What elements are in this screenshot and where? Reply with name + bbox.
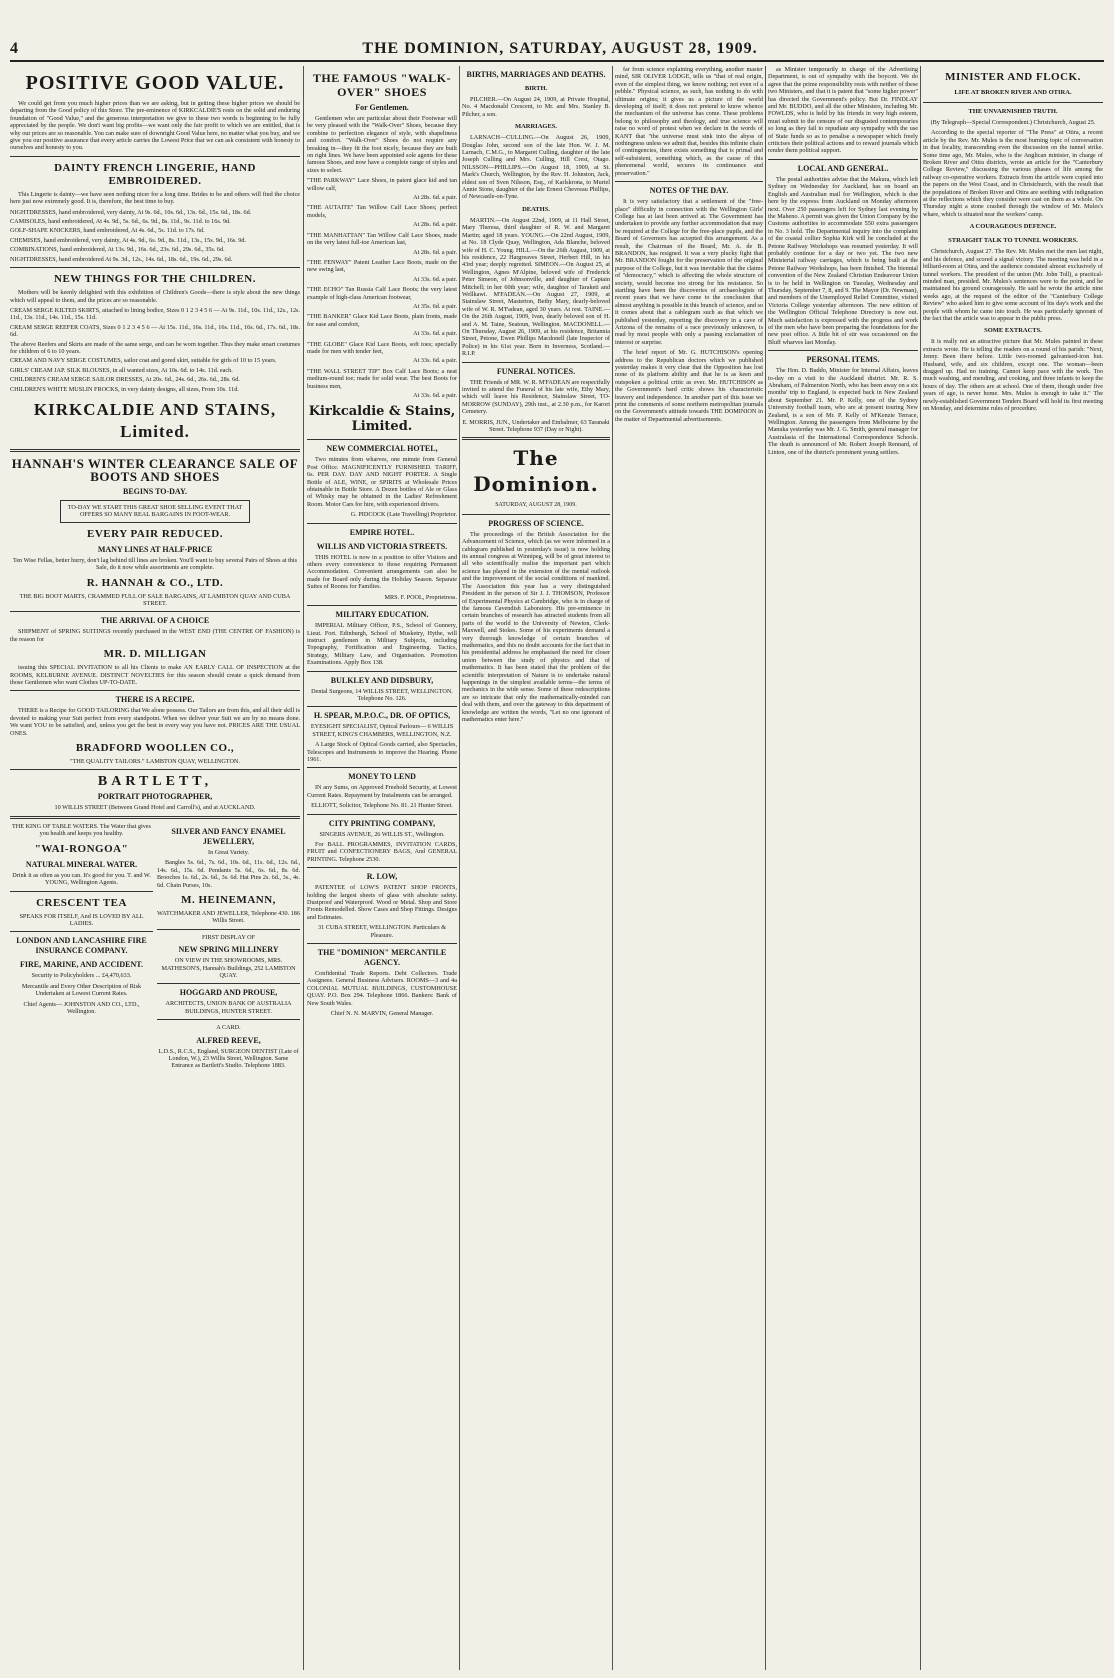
lingerie-body: This Lingerie is dainty—we have seen nothing nicer for a long time. Brides to be and others will find the choice here just now extremely good. It is, therefore, the best time to buy.	[10, 190, 300, 206]
hoggard-name: HOGGARD AND PROUSE,	[179, 988, 278, 998]
agency-heading: THE "DOMINION" MERCANTILE AGENCY.	[317, 948, 447, 968]
printing-sub: SINGERS AVENUE, 26 WILLIS ST., Wellington.	[319, 830, 445, 838]
positive-value-heading: POSITIVE GOOD VALUE.	[25, 72, 285, 94]
london-sub: FIRE, MARINE, AND ACCIDENT.	[20, 960, 143, 970]
deaths-notice: MARTIN.—On August 22nd, 1909, at 11 Hall Street, Mary Theresa, third daughter of R. W. and Margaret Martin; aged 18 years. YOUNG.—On 22nd August, 1909, at No. 18 Clyde Quay, Wellington, Ada Blanche, beloved wife of H. C. Young. HILL.—On the 26th August, 1909, at his residence, 22 Hargreaves Street, Herbert Hill, in his 43rd year; deeply regretted. SIMEON.—On August 25, at Wellington, Agnes M'Alpine, beloved wife of Frederick Peter Simeon, of Johnsonville, and daughter of Captain Mitchell; in her 60th year; wife, daughter of Taraketi and Wellkawi. M'FADEAN.—On August 27, 1909, at Stainslaw Street, Masterton, Bethy Mary, dearly-beloved wife of W. R. M'Fadean, aged 30 years. At rest. TAINE.—On the 26th August, 1909, Ivan, dearly beloved son of H. and A. M. Taine, Seatoun, Wellington. MACDONELL.—On Thursday, August 26, 1909, at his residence, Britannia Street, Petone, Ewen Phillips Macdonell (late Inspector of Police) in his 61st year. Born in Inverness, Scotland.—R.I.P.	[462, 216, 610, 358]
crescent-sub: SPEAKS FOR ITSELF, And IS LOVED BY ALL LADIES.	[19, 912, 144, 927]
silver-sub: In Great Variety.	[208, 848, 249, 856]
hannah-address: THE BIG BOOT MARTS, CRAMMED FULL OF SALE BARGAINS, AT LAMBTON QUAY AND CUBA STREET.	[19, 592, 291, 607]
hannah-company: R. HANNAH & CO., LTD.	[86, 576, 224, 589]
agency-body: Confidential Trade Reports. Debt Collectors. Trade Assignees. General Business Advisers. ROOMS—3 and 4a COLONIAL MUTUAL BUILDINGS, CUSTOMHOUSE QUAY. P.O. Box 294. Telephone 1866. Bankers: Bank of New South Wales.	[307, 970, 457, 1007]
reeve-name: ALFRED REEVE,	[196, 1035, 261, 1045]
children-item: CREAM SERGE REEFER COATS, Sizes 0 1 2 3 4 5 6 — At 15s. 11d., 16s. 11d., 16s. 11d., 16s. 6d., 17s. 6d., 18s. 6d.	[10, 323, 300, 339]
truth-heading: THE UNVARNISHED TRUTH.	[968, 108, 1058, 115]
children-item: CREAM SERGE KILTED SKIRTS, attached to lining bodice, Sizes 0 1 2 3 4 5 6 — At 9s. 11d., 10s. 11d., 12s., 12s. 11d., 13s. 11d., 14s. 11d., 15s. 11d.	[10, 306, 300, 322]
column-rule	[459, 66, 460, 1670]
money-sign: ELLIOTT, Solicitor, Telephone No. 81. 21 Hunter Street.	[311, 802, 453, 810]
crescent-title: CRESCENT TEA	[36, 896, 127, 909]
hotel-sign: G. PIDCOCK (Late Travelling) Proprietor.	[350, 511, 457, 519]
lingerie-item: CHEMISES, hand embroidered, very dainty, At 4s. 9d., 6s. 9d., 8s. 11d., 13s., 15s. 9d., 16s. 9d.	[10, 236, 247, 244]
column-4	[615, 66, 763, 1670]
children-item: CHILDREN'S WHITE MUSLIN FROCKS, in very dainty designs, all sizes, From 10s. 11d.	[10, 385, 239, 393]
shoe-name: "THE AUTAITE" Tan Willow Calf Lace Shoes; perfect models,	[307, 204, 457, 219]
children-item: CHILDREN'S CREAM SERGE SAILOR DRESSES, At 20s. 6d., 24s. 6d., 26s. 6d., 28s. 6d.	[10, 376, 240, 384]
column-rule	[920, 66, 921, 1670]
notes-heading: NOTES OF THE DAY.	[649, 186, 729, 196]
marriages-notice: LARNACH—CULLING.—On August 26, 1909, Douglas John, second son of the late Hon. W. J. M. Larnach, C.M.G., to Margaret Culling, daughter of the late Joseph Culling and Mrs. Culling, Hill Crest, Otago. NILSSON—PHILLIPS.—On August 18, 1909, at St. Mark's Church, Wellington, by the Rev. H. Johnston, Jack, eldest son of Sven Nilsson, Esq., of Karlskrona, to Muriel Annie Stone, daughter of the late Ernest Chevreau Phillips, of Newcastle-on-Tyne.	[462, 134, 610, 201]
shoe-name: "THE WALL STREET TIP" Box Calf Lace Boots; a neat medium-round toe; made for solid wear. The best Boots for business men,	[307, 367, 457, 390]
positive-value-body: We could get from you much higher prices than we are asking, but in getting these higher prices we should be departing from the Good policy of this Store. The pre-eminence of KIRKCALDIE'S rests on the solid and enduring foundation of "Good Value," and the generous interpretation we give to these two words is beginning to be fully appreciated by the people. We don't want big profits—we want only the fair profit to which we are entitled, that is why our prices are so reasonable. You can make sure of downright Good Value here, no matter what you buy, and we give you our positive assurance that every article carries the Lowest Price that we can ask consistent with honesty to ourselves and honesty to you.	[10, 100, 300, 152]
shoe-name: "THE FENWAY" Patent Leather Lace Boots, made on the new swing last,	[307, 258, 457, 274]
birth-heading: BIRTH.	[524, 85, 548, 92]
jewellery-ad	[157, 823, 300, 1073]
children-item: CREAM AND NAVY SERGE COSTUMES, sailor coat and gored skirt, suitable for girls of 10 to 15 years.	[10, 357, 277, 365]
recipe-heading: THERE IS A RECIPE.	[115, 695, 195, 705]
personal-body: The Hon. D. Buddo, Minister for Internal Affairs, leaves to-day on a visit to the Auckland district. Mr. R. S. Abraham, of Palmerston North, who has been away on a six months' trip to England, is expected back in New Zealand about September 21. Mr. P. Kelly, one of the Sydney University football team, who are at present touring New Zealand, is a son of Mr. P. Kelly of M'Kenzie Terrace, Wellington. Among the passengers from Melbourne by the Manuka yesterday was Mr. J. G. Smith, general manager for Australasia of the International Correspondence Schools. The death is announced of Mr. Robert Joseph Rennard, of Linton, one of the district's prominent young settlers.	[768, 367, 918, 456]
children-body: Mothers will be keenly delighted with this exhibition of Children's Goods—there is style about the new things which will appeal to them, and the prices are so reasonable.	[10, 289, 300, 304]
patent-address: 31 CUBA STREET, WELLINGTON. Particulars & Pleasure.	[317, 924, 447, 939]
hannah-box: TO-DAY WE START THIS GREAT SHOE SELLING EVENT THAT OFFERS SO MANY REAL BARGAINS IN FOOT-WEAR.	[60, 500, 250, 523]
column-rule	[612, 66, 613, 1670]
kirkcaldie-banner: KIRKCALDIE AND STAINS, Limited.	[33, 399, 277, 441]
article-continued: far from science explaining everything, another master mind, SIR OLIVER LODGE, tells us "that of real origin, even of the simplest thing, we know nothing; not even of a pebble." Physical science, as such, has nothing to do with ultimate origins; it gives us a picture of the world developing of itself; it does not pretend to know whence the mechanism of the universe has come. These problems belong to philosophy and theology, and true science will raise no word of protest when we declare in the words of KANT that "the universe must sink into the abyss of nothingness unless we admit that, besides this infinite chain of contingencies, there exists something that is primal and self-subsistent, something which, as the cause of this phenomenal world, secures its continuance and preservation."	[615, 66, 763, 177]
column-rule	[765, 66, 766, 1670]
optician-sub: EYESIGHT SPECIALIST, Optical Parlours— 6 WILLIS STREET, KING'S CHAMBERS, WELLINGTON, N.Z.	[310, 723, 454, 738]
defence-heading: A COURAGEOUS DEFENCE.	[969, 223, 1057, 231]
hannah-half-price: MANY LINES AT HALF-PRICE	[97, 544, 213, 554]
masthead	[10, 40, 1104, 62]
children-heading: NEW THINGS FOR THE CHILDREN.	[54, 273, 256, 286]
dentist-heading: BULKLEY AND DIDSBURY,	[330, 675, 434, 685]
waironga-foot: Drink it as often as you can. It's good for you. T. and W. YOUNG, Wellington Agents.	[12, 871, 151, 887]
shoe-price: At 35s. 6d. a pair.	[413, 302, 457, 310]
extracts-body: It is really not an attractive picture that Mr. Mules painted in these extracts wrote. He is telling the readers on a round of his parish: "Next, Jenny. Been there before. Little two-roomed galvanised-iron hut. Husband, wife, and six children, except one. The woman—been dragged up. Had no training. Cannot keep pace with the work. Too much washing, and mending, and cooking, and three infants to keep the hours of day. The others are at school. One of them, though under five years of age, is never home. Mrs. Mules is enough to take it." The newly-established Government Tenders Board will hold its first meeting on Monday, and determine rules of procedure.	[923, 338, 1103, 412]
funeral-body: THE Friends of MR. W. R. M'FADEAN are respectfully invited to attend the Funeral of his late wife, Ethy Mary, which will leave his Residence, Stainslaw Street, TO-MORROW (SUNDAY), 29th inst., at 2.30 p.m., for Karori Cemetery.	[462, 378, 610, 416]
silver-items: Bangles 5s. 6d., 7s. 6d., 10s. 6d., 11s. 6d., 12s. 6d., 14s. 6d., 15s. 6d. Pendants 5s. 6d., 6s. 6d., 8s. 6d. Brooches 1s. 6d., 2s. 6d., 3s. 6d. Hat Pins 2s. 6d., 3s., 4s. 6d. Chain Purses, 10s.	[157, 859, 300, 889]
famous-body: Gentlemen who are particular about their Footwear will be very pleased with the "Walk-Over" Shoes, because they combine to perfection elegance of style, with shapeliness and comfort. "Walk-Over" Shoes do not require any breaking in—they fit the foot nicely, because they are built on right lines. We have been appointed sole agents for these famous Shoes, and now have a complete range of styles and sizes to select.	[307, 115, 457, 174]
shoe-name: "THE PARKWAY" Lace Shoes, in patent glace kid and tan willow calf,	[307, 177, 457, 192]
spring-body: ON VIEW IN THE SHOWROOMS, MRS. MATHESON'S, Hannah's Buildings, 252 LAMBTON QUAY.	[161, 957, 296, 979]
children-item: GIRLS' CREAM JAP. SILK BLOUSES, in all wanted sizes, At 10s. 6d. to 14s. 11d. each.	[10, 366, 233, 374]
birth-notice: PILCHER.—On August 24, 1909, at Private Hospital, No. 4 Macdonald Crescent, to Mr. and Mrs. Stanley B. Pilcher, a son.	[462, 96, 610, 118]
extracts-heading: SOME EXTRACTS.	[984, 327, 1042, 335]
bartlett-sub: PORTRAIT PHOTOGRAPHER,	[97, 792, 213, 802]
defence-sub: STRAIGHT TALK TO TUNNEL WORKERS.	[948, 237, 1078, 245]
hannah-every-pair: EVERY PAIR REDUCED.	[87, 527, 223, 540]
funeral-heading: FUNERAL NOTICES.	[496, 366, 576, 376]
column-6	[923, 66, 1103, 1670]
progress-body: The proceedings of the British Association for the Advancement of Science, which (as we were informed in a cablegram published in yesterday's issue) is now holding its annual congress at Winnipeg, will be of great interest to all who scientifically realise the important part which science has played in the extension of the mental outlook and the improvement of the social conditions of mankind. The Association this year has a very distinguished President in the person of Sir J. J. THOMSON, Professor of Experimental Physics at Cambridge, who is in charge of the famous Cavendish Laboratory. His pre-eminence in certain branches of research has attracted students from all parts of the world to the University of Newton, Clerk-Maxwell, and Stokes. Some of his experiments demand a very thorough knowledge of certain branches of mathematics, and this no doubt accounts for the fact that in his presidential address he emphasised the need for closer union between the study of physics and that of mathematics. It has been stated that the problem of the scientific interpretation of Nature is to undertake natural happenings in the simplest available terms—the terms of mechanics in the wide sense. Some of these redescriptions are so intricate that only the mathematically-minded can deal with them, and over the gateway to this department of knowledge are written the words, "Let no one ignorant of mathematics enter here."	[462, 530, 610, 723]
bartlett-name: BARTLETT,	[97, 774, 213, 790]
page-number: 4	[10, 40, 18, 57]
printing-heading: CITY PRINTING COMPANY,	[328, 818, 436, 828]
reeve-sub: L.D.S., R.C.S., England, SURGEON DENTIST (Late of London, W.), 23 Willis Street, Wellington. Same Entrance as Bartlett's Studio. Telephone 1883.	[158, 1047, 299, 1070]
waironga-pre: THE KING OF TABLE WATERS. The Water that gives you health and keeps you healthy.	[12, 822, 151, 838]
lingerie-item: NIGHTDRESSES, hand embroidered At 9s. 3d., 12s., 14s. 6d., 18s. 6d., 19s. 6d., 29s. 6d.	[10, 255, 233, 263]
waironga-sub: NATURAL MINERAL WATER.	[25, 859, 138, 869]
column-rule	[303, 66, 304, 1670]
silver-title: SILVER AND FANCY ENAMEL JEWELLERY,	[171, 826, 286, 846]
willis-body: THIS HOTEL is now in a position to offer Visitors and others every convenience to those requiring Permanent Accommodation. Convenient arrangements can also be made for Board only during the Holiday Season. Separate Suites of Rooms for Families.	[307, 553, 457, 591]
patent-heading: R. LOW,	[366, 872, 398, 882]
waironga-title: "WAI-RONGOA"	[34, 842, 129, 855]
lingerie-item: COMBINATIONS, hand embroidered, At 13s. 9d., 16s. 6d., 23s. 6d., 29s. 6d., 35s. 6d.	[10, 246, 225, 254]
lingerie-item: GOLF-SHAPE KNICKERS, hand embroidered, At 4s. 6d., 5s. 11d. to 17s. 6d.	[10, 227, 205, 235]
newspaper-nameplate: The Dominion.	[473, 446, 599, 497]
shoe-price: At 33s. 6d. a pair.	[413, 275, 457, 283]
shoe-name: "THE MANHATTAN" Tan Willow Calf Lace Shoes, made on the very latest full-toe American last,	[307, 231, 457, 247]
funeral-sign: E. MORRIS, JUN., Undertaker and Embalmer, 63 Taranaki Street. Telephone 937 (Day or Night).	[462, 418, 610, 434]
london-body: Mercantile and Every Other Description of Risk Undertaken at Lowest Current Rates.	[21, 982, 142, 998]
lingerie-item: NIGHTDRESSES, hand embroidered, very dainty, At 9s. 6d., 10s. 6d., 13s. 6d., 15s. 6d., 18s. 6d.	[10, 208, 252, 216]
shoe-price: At 28s. 6d. a pair.	[413, 221, 457, 229]
column-5	[768, 66, 918, 1670]
truth-dateline: (By Telegraph—Special Correspondent.) Christchurch, August 25.	[930, 119, 1096, 126]
shoe-price: At 33s. 6d. a pair.	[413, 330, 457, 338]
minister-heading: MINISTER AND FLOCK.	[945, 71, 1081, 83]
notes-body-2: The brief report of Mr. G. HUTCHISON's opening address to the Republican doctors which we published yesterday makes it very clear that the Opposition has lost none of its platform ability and that he is as keen and outspoken a political critic as ever. Mr. HUTCHISON as the Government's hard critic shows his characteristic bravery and independence. In another part of this issue we print the comments of some northern metropolitan journals on the Government's attitude towards THE DOMINION in the matter of Departmental advertisements.	[615, 349, 763, 423]
masthead-title: THE DOMINION, SATURDAY, AUGUST 28, 1909.	[362, 40, 758, 57]
empire-heading: EMPIRE HOTEL.	[349, 527, 415, 537]
optician-body: A Large Stock of Optical Goods carried, also Spectacles, Telescopes and Instruments to improve the Hearing. Phone 1961.	[307, 741, 457, 763]
bmd-heading: BIRTHS, MARRIAGES AND DEATHS.	[466, 70, 606, 79]
bartlett-address: 10 WILLIS STREET (Between Grand Hotel and Carroll's), and at AUCKLAND.	[54, 804, 256, 812]
bradford-name: BRADFORD WOOLLEN CO.,	[75, 742, 235, 755]
article-continued: as Minister temporarily in charge of the Advertising Department, is out of sympathy with the boycott. We do agree that the prime responsibility rests with neither of these two Ministers, and that it is patent that "some higher power" has directed the Government's policy. But Dr. FINDLAY and Mr. BUDDO, and all the other Ministers, including Mr. FOWLDS, who is held by his friends in very high esteem, must submit to the censure of our disgusted contemporaries so long as they fail to repudiate any sympathy with the use of State funds so as to penalise a newspaper which freely criticises their political actions and to reward journals which render them political support.	[768, 66, 918, 155]
arrival-heading: THE ARRIVAL OF A CHOICE	[100, 616, 210, 626]
shoe-price: At 28s. 6d. a pair.	[413, 194, 457, 202]
dateline: SATURDAY, AUGUST 28, 1909.	[495, 502, 577, 509]
minister-sub: LIFE AT BROKEN RIVER AND OTIRA.	[954, 89, 1072, 96]
lingerie-item: CAMISOLES, hand embroidered, At 4s. 9d., 5s. 6d., 6s. 9d., 8s. 11d., 9s. 11d. to 16s. 9d.	[10, 218, 231, 226]
shoe-price: At 33s. 6d. a pair.	[413, 357, 457, 365]
shoe-name: "THE BANKER" Glace Kid Lace Boots, plain fronts, made for ease and comfort,	[307, 313, 457, 328]
optician-heading: H. SPEAR, M.P.O.C., DR. OF OPTICS,	[313, 711, 451, 721]
spring-first: FIRST DISPLAY OF	[201, 933, 256, 941]
deaths-heading: DEATHS.	[522, 205, 550, 213]
shoe-name: "THE ECHO" Tan Russia Calf Lace Boots; the very latest example of high-class American footwear,	[307, 286, 457, 301]
famous-heading: THE FAMOUS "WALK-OVER" SHOES	[312, 71, 452, 99]
money-heading: MONEY TO LEND	[348, 772, 416, 782]
printing-body: For BALL PROGRAMMES, INVITATION CARDS, FRUIT and CONFECTIONERY BAGS, And GENERAL PRINTING. Telephone 2530.	[307, 841, 457, 863]
shoe-name: "THE GLOBE" Glace Kid Lace Boots, soft toes; specially made for men with tender feet,	[307, 340, 457, 355]
column-2	[307, 66, 457, 1670]
defence-body: Christchurch, August 27. The Rev. Mr. Mules met the men last night, and his defence, and scored a signal victory. The meeting was held in a billiard-room at Otira, and the audience consisted almost exclusively of tunnel workers. The president of the union (Mr. John Toll), a practical-minded man, presided. Mr. Mules's sentences were to the point, and he maintained his ground courageously. He said he wrote the article nine weeks ago, at the request of the editor of the "Canterbury College Review" who asked him to give some account of his day's work and the people with whom he came into touch. He was particularly ignorant of the fact that the article was to appear in the public press.	[923, 248, 1103, 322]
military-heading: MILITARY EDUCATION.	[335, 610, 429, 620]
spring-new: NEW SPRING MILLINERY	[178, 945, 279, 955]
column-1	[10, 66, 300, 1670]
local-heading: LOCAL AND GENERAL.	[797, 163, 889, 173]
milligan-body: issuing this SPECIAL INVITATION to all his Clients to make AN EARLY CALL OF INSPECTION at the ROOMS, KELBURNE AVENUE. DISTINCT NOVELTIES for this season should create a quick demand from those Gentlemen who want Clothes UP-TO-DATE.	[10, 664, 300, 687]
local-body: The postal authorities advise that the Makura, which left Sydney on Wednesday for Auckland, has on board an English and Australian mail for Wellington, which is due here by the express from Auckland on Monday afternoon next. Over 250 passengers left for Sydney last evening by the Maheno. A permit was given the Union Company by the Customs authorities to accommodate 550 extra passengers in No. 3 hold. The Departmental inquiry into the complaint of the coastal collier Sophia Kirk will be concluded at the Petone Railway Workshops was resumed yesterday. It will probably continue for a day or two yet. The two new Ministerial railway carriages, which is being built at the Petone Railway Workshops, has been finished. The biennial convention of the New Zealand Christian Endeavour Union is to be held in Wellington on Tuesday, Wednesday and Thursday, September 7, 8, and 9. The Mayor (Dr. Newman), and members of the Unemployed Relief Committee, visited Victoria College yesterday afternoon. The new edition of the Wellington Official Telephone Directory is now out. Much satisfaction is expressed with the progress and work of the men who have been preparing the foundations for the new post office. A little bit of stir was occasioned on the Bluff wharves last Monday.	[768, 175, 918, 346]
kirkcaldie-signature: Kirkcaldie & Stains, Limited.	[308, 404, 456, 435]
money-body: IN any Sums, on Approved Freehold Security, at Lowest Current Rates. Repayment by Instalments can be arranged.	[307, 784, 457, 799]
london-security: Security to Policyholders ... £4,470,633.	[31, 972, 132, 980]
heinemann-name: M. HEINEMANN,	[181, 893, 276, 906]
shoe-price: At 33s. 6d. a pair.	[413, 392, 457, 399]
personal-heading: PERSONAL ITEMS.	[806, 355, 880, 365]
hannah-heading: HANNAH'S WINTER CLEARANCE SALE OF BOOTS AND SHOES	[11, 455, 299, 484]
military-body: IMPERIAL Military Officer, P.S., School of Gunnery, Lieut. Fort. Edinburgh, School of Musketry, Hythe, will instruct gentlemen in Military Subjects, including Topography, Fortification and Engineering. Tactics, Strategy, Military Law, and Organisation. Promotion Examinations. Apply Box 138.	[307, 622, 457, 667]
agency-sign: Chief N. N. MARVIN, General Manager.	[330, 1010, 434, 1018]
notes-body: It is very satisfactory that a settlement of the "free-place" difficulty in connection with the Wellington Girls' College has at last been arrived at. The Government has undertaken to provide any further accommodation that may be required at the College for the free-place pupils, and the Board of Governors has accepted this arrangement. As a result, the Chairman of the Board, Mr. A. de B. BRANDON, has resigned. It was a very plucky fight that Mr. BRANDON fought for the preservation of the original purpose of the College, but it was inevitable that the claims of "democracy," which is affecting the whole structure of society, would become too strong for his resistance. So startling have been the discoveries of archaeologists of recent years that we have come to the conclusion that almost anything is possible in this branch of science, and so it comes about that a cablegram such as that which we published yesterday, reporting the discovery in a cave of Arizona of the remains of a race previously unknown, is read by most people with only a passing exclamation of interest or surprise.	[615, 198, 763, 346]
hotel-heading: NEW COMMERCIAL HOTEL,	[326, 444, 438, 454]
progress-heading: PROGRESS OF SCIENCE.	[488, 518, 584, 528]
london-agent: Chief Agents— JOHNSTON AND CO., LTD., Wellington.	[23, 1000, 140, 1015]
shoe-price: At 28s. 6d. a pair.	[413, 248, 457, 256]
arrival-body: SHIPMENT of SPRING SUITINGS recently purchased in the WEST END (THE CENTRE OF FASHION) is the reason for	[10, 628, 300, 643]
willis-heading: WILLIS AND VICTORIA STREETS.	[316, 541, 448, 551]
patent-body: PATENTEE of LOW'S PATENT SHOP FRONTS, holding the largest sheets of glass with absolute safety. Dustproof and Waterproof. Wood or Metal. Shop and Store Fronts Remodelled. Show Cases and Shop Fittings. Designs and Estimates.	[307, 884, 457, 921]
london-title: LONDON AND LANCASHIRE FIRE INSURANCE COMPANY.	[16, 936, 147, 956]
famous-sub: For Gentlemen.	[355, 103, 409, 112]
waironga-ad	[10, 823, 153, 1073]
marriages-heading: MARRIAGES.	[514, 123, 558, 131]
lingerie-heading: DAINTY FRENCH LINGERIE, HAND EMBROIDERED.	[54, 161, 256, 187]
milligan-name: MR. D. MILLIGAN	[103, 648, 207, 661]
dentist-sub: Dental Surgeons, 14 WILLIS STREET, WELLINGTON. Telephone No. 126.	[311, 687, 453, 702]
hannah-begins: BEGINS TO-DAY.	[122, 486, 188, 496]
recipe-body: THERE is a Recipe for GOOD TAILORING that We alone possess. Our Tailors are from this, and all their skill is devoted to making your Suit perfect from every standpoint. When we deliver your Suit we are by no means done. We want YOU to be satisfied, and, unless you get the best in every way you have not. PRICES ARE THE USUAL ONES.	[10, 707, 300, 737]
hotel-body: Two minutes from wharves, one minute from General Post Office. MAGNIFICENTLY FURNISHED. TARIFF, 6s. PER DAY. DAY AND NIGHT PORTER. A Single Bottle of ALE, WINE, or SPIRITS at Wholesale Prices obtainable in Bottle Store. A Dozen bottles of Ale or Glass of Whisky may be obtained in the Ladies' Refreshment Room. Motor Cars for hire, with experienced drivers.	[307, 456, 457, 508]
reeve-card: A CARD.	[216, 1024, 241, 1032]
willis-sign: MRS. F. POOL, Proprietress.	[384, 593, 457, 601]
hoggard-sub: ARCHITECTS, UNION BANK OF AUSTRALIA BUILDINGS, HUNTER STREET.	[165, 1000, 292, 1015]
truth-body: According to the special reporter of "The Press" at Otira, a recent article by the Rev. Mr. Mules is the most burning topic of conversation in that locality, transcending even the discussion on the tunnel strike. Some time ago, Mr. Mules, who is the Anglican minister, in charge of Broken River and Otira districts, wrote an article for the "Canterbury College Review," discussing the various phases of life among the railway co-operative workers. Extracts from the article were copied into the papers on the West Coast, and in Christchurch, with the result that the populations of Broken River and Otira are seething with indignation at the reflections which they consider were cast on them as a whole. On Thursday night a stone crashed through the window of Mr. Mules's whare, which is situated near the workers' camp.	[923, 129, 1103, 218]
bradford-sub: "THE QUALITY TAILORS." LAMBTON QUAY, WELLINGTON.	[70, 758, 240, 766]
hannah-body: Ten Wise Fellas, better hurry, don't lag behind till lines are broken. You'll want to buy several Pairs of Shoes at this Sale, do it now while assortments are complete.	[12, 556, 298, 572]
column-3	[462, 66, 610, 1670]
heinemann-sub: WATCHMAKER AND JEWELLER, Telephone 430. 186 Willis Street.	[157, 909, 300, 925]
children-item: The above Reefers and Skirts are made of the same serge, and can be worn together. Thus they make smart costumes for children of 6 to 10 years.	[10, 340, 300, 355]
